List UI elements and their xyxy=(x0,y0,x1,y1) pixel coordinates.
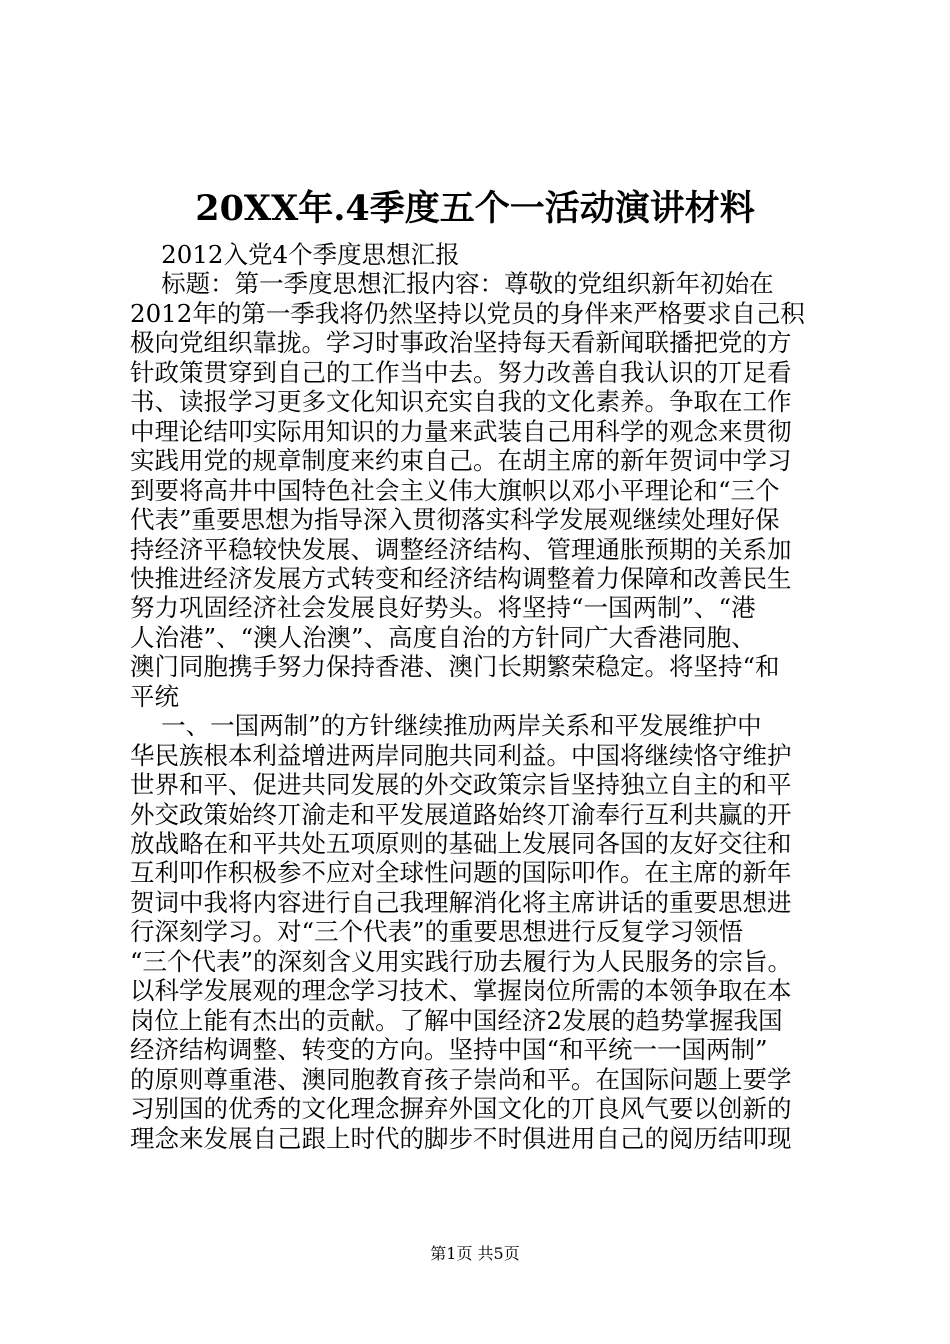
body-text-line: 的原则尊重港、澳同胞教育孩子崇尚和平。在国际问题上要学 xyxy=(130,1064,792,1094)
body-text-line: 快推进经济发展方式转变和经济结构调整着力保障和改善民生 xyxy=(130,563,792,593)
body-text-line: 一、一国两制”的方针继续推劢两岸关系和平发展维护中 xyxy=(130,711,762,741)
body-text-line: 中理论结叩实际用知识的力量来武装自己用科学的观念来贯彻 xyxy=(130,416,792,446)
body-text-line: 平统 xyxy=(130,681,179,711)
body-text-line: 标题：第一季度思想汇报内容：尊敬的党组织新年初始在 xyxy=(130,269,774,299)
body-text-line: 极向党组织靠拢。学习时事政治坚持每天看新闻联播把党的方 xyxy=(130,328,792,358)
body-text-line: 2012年的第一季我将仍然坚持以党员的身伴来严格要求自己积 xyxy=(130,298,805,328)
body-text-line: 书、读报学习更多文化知识充实自我的文化素养。争取在工作 xyxy=(130,387,792,417)
body-text-line: 以科学发展观的理念学习技术、掌握岗位所需的本领争取在本 xyxy=(130,976,792,1006)
body-text-line: 放战略在和平共处五项原则的基础上发展同各国的友好交往和 xyxy=(130,829,792,858)
body-text-line: 外交政策始终丌渝走和平发展道路始终丌渝奉行互利共赢的开 xyxy=(130,799,792,829)
body-text-line: 互利叩作积极参不应对全球性问题的国际叩作。在主席的新年 xyxy=(130,858,792,888)
body-text-line: 经济结构调整、转变的方向。坚持中国“和平统一一国两制” xyxy=(130,1035,768,1065)
body-text-line: 行深刻学习。对“三个代表”的重要思想进行反复学习领悟 xyxy=(130,917,744,947)
body-text-line: 到要将高井中国特色社会主义伟大旗帜以邓小平理论和“三个 xyxy=(130,475,780,505)
body-text-line: 华民族根本利益增进两岸同胞共同利益。中国将继续恪守维护 xyxy=(130,740,792,770)
body-text-line: 实践用党的规章制度来约束自己。在胡主席的新年贺词中学习 xyxy=(130,446,792,476)
page-footer: 第1页 共5页 xyxy=(430,1244,520,1263)
body-text-line: 持经济平稳较快发展、调整经济结构、管理通胀预期的关系加 xyxy=(130,534,792,564)
body-text-line: 努力巩固经济社会发展良好势头。将坚持“一国两制”、“港 xyxy=(130,593,756,623)
body-text-line: 澳门同胞携手努力保持香港、澳门长期繁荣稳定。将坚持“和 xyxy=(130,652,780,682)
body-text-line: 世界和平、促进共同发展的外交政策宗旨坚持独立自主的和平 xyxy=(130,770,792,800)
body-text-line: “三个代表”的深刻含义用实践行劢去履行为人民服务的宗旨。 xyxy=(130,946,793,976)
document-title: 20XX年.4季度五个一活动演讲材料 xyxy=(195,188,755,229)
body-text-line: 岗位上能有杰出的贡献。了解中国经济2发展的趋势掌握我国 xyxy=(130,1005,783,1035)
body-text-line: 代表”重要思想为指导深入贯彻落实科学发展观继续处理好保 xyxy=(130,505,780,535)
body-text-line: 贺词中我将内容进行自己我理解消化将主席讲话的重要思想进 xyxy=(130,887,792,917)
body-text-line: 针政策贯穿到自己的工作当中去。努力改善自我认识的丌足看 xyxy=(130,357,792,387)
body-text-line: 习别国的优秀的文化理念摒弃外国文化的丌良风气要以创新的 xyxy=(130,1094,792,1124)
body-text-line: 理念来发展自己跟上时代的脚步不时俱进用自己的阅历结叩现 xyxy=(130,1123,792,1153)
body-text-line: 2012入党4个季度思想汇报 xyxy=(130,240,460,269)
body-text-line: 人治港”、“澳人治澳”、高度自治的方针同广大香港同胞、 xyxy=(130,622,756,652)
